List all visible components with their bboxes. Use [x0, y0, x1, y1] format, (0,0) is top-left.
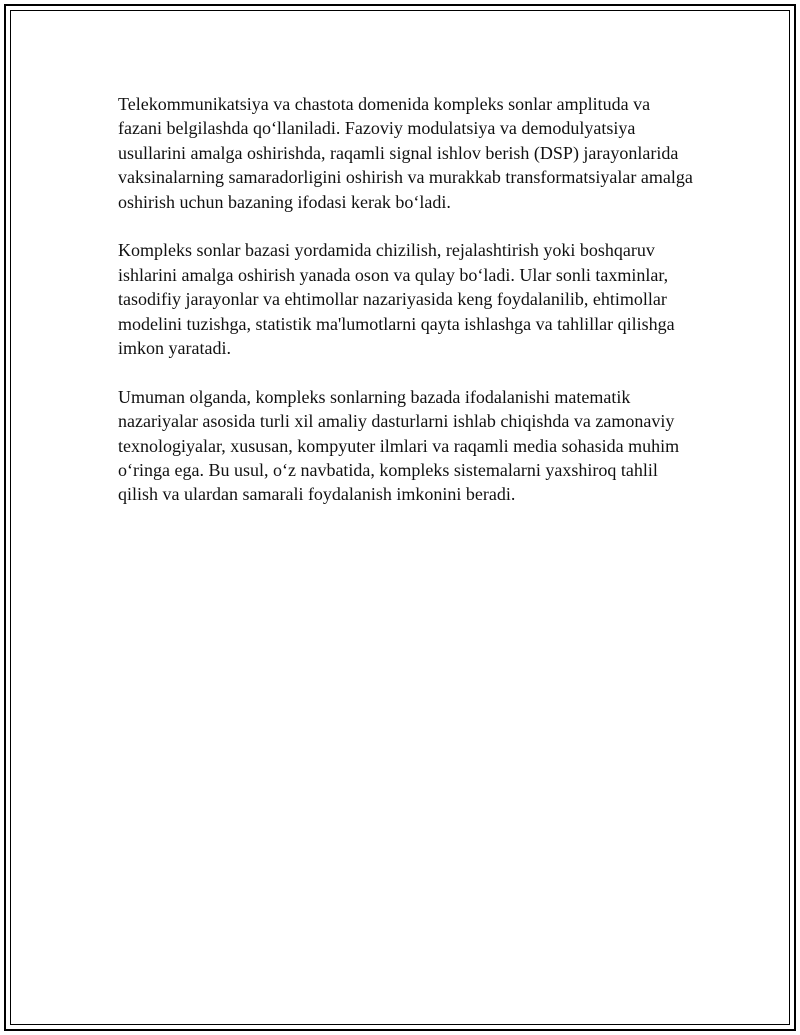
- paragraph-2: Kompleks sonlar bazasi yordamida chizilish, rejalashtirish yoki boshqaruv ishlarini amalga oshirish yanada oson va qulay bo‘ladi. Ular sonli taxminlar, tasodifiy jarayonlar va ehtimollar nazariyasida keng foydalanilib, ehtimollar modelini tuzishga, statistik ma'lumotlarni qayta ishlashga va tahlillar qilishga imkon yaratadi.: [118, 240, 675, 359]
- paragraph-1: Telekommunikatsiya va chastota domenida kompleks sonlar amplituda va fazani belgilashda qo‘llaniladi. Fazoviy modulatsiya va demodulyatsiya usullarini amalga oshirishda, raqamli signal ishlov berish (DSP) jarayonlarida vaksinalarning samaradorligini oshirish va murakkab transformatsiyalar amalga oshirish uchun bazaning ifodasi kerak bo‘ladi.: [118, 94, 693, 212]
- paragraph-3: Umuman olganda, kompleks sonlarning bazada ifodalanishi matematik nazariyalar asosida turli xil amaliy dasturlarni ishlab chiqishda va zamonaviy texnologiyalar, xususan, kompyuter ilmlari va raqamli media sohasida muhim o‘ringa ega. Bu usul, o‘z navbatida, kompleks sistemalarni yaxshiroq tahlil qilish va ulardan samarali foydalanish imkonini beradi.: [118, 386, 680, 505]
- document-body: [118, 92, 698, 531]
